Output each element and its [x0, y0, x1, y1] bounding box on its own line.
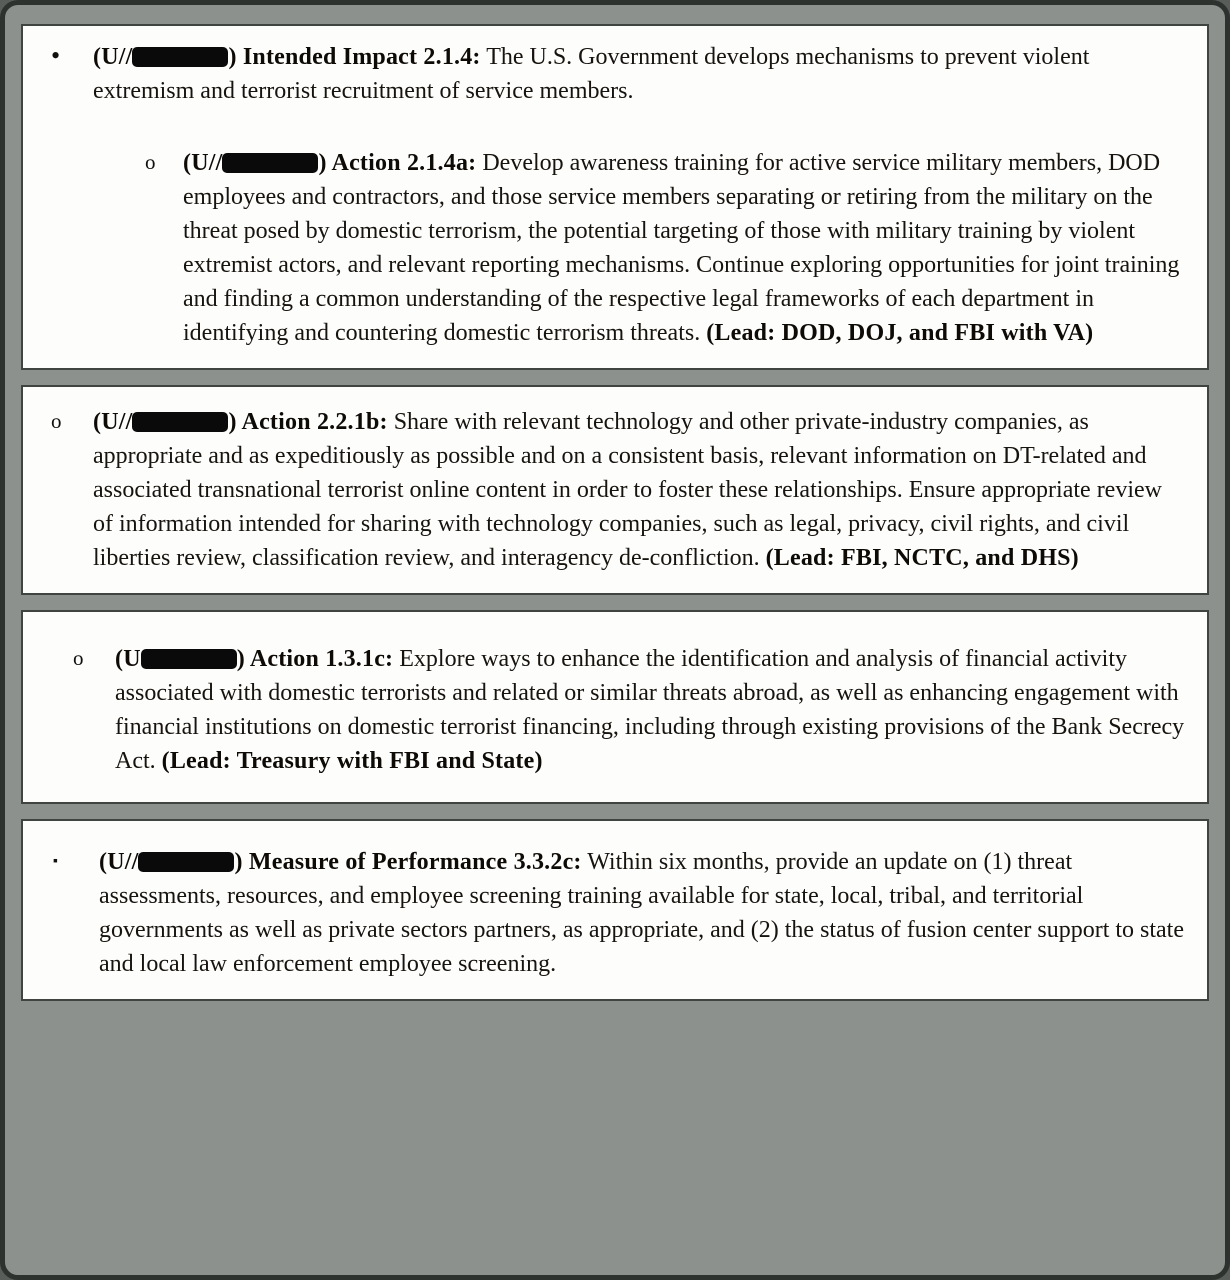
redaction-bar: [141, 649, 237, 669]
classification-marking: ): [228, 44, 243, 70]
item-text: [183, 146, 1187, 350]
item-label: Intended Impact 2.1.4:: [242, 44, 481, 70]
circle-bullet-marker: o: [51, 409, 62, 433]
item-text: [115, 642, 1187, 778]
item-label: Action 2.1.4a:: [331, 150, 477, 176]
classification-marking: (U: [115, 646, 141, 672]
classification-marking: (U//: [93, 44, 133, 70]
circle-bullet-marker: o: [73, 646, 84, 670]
list-item: [37, 845, 1187, 981]
item-body: Within six months, provide an update on (1) threat assessments, resources, and employee screening training available for state, local, tribal, and territorial governments as well as private sectors partners, as appropriate, and (2) the status of fusion center support to state and local law enforcement employee screening.: [99, 849, 1185, 977]
classification-marking: (U//: [93, 409, 133, 435]
item-body: Share with relevant technology and other private-industry companies, as appropriate and as expeditiously as possible and on a consistent basis, relevant information on DT-related and associated transnational terrorist online content in order to foster these relationships. Ensure appropriate review of information intended for sharing with technology companies, such as legal, privacy, civil rights, and civil liberties review, classification review, and interagency de-confliction.: [93, 409, 1162, 571]
item-body: Explore ways to enhance the identification and analysis of financial activity associated with domestic terrorists and related or similar threats abroad, as well as enhancing engagement with financial institutions on domestic terrorist financing, including through existing provisions of the Bank Secrecy Act.: [115, 646, 1185, 774]
redaction-bar: [132, 47, 228, 67]
list-item: [59, 642, 1187, 778]
redaction-bar: [138, 852, 234, 872]
item-body: Develop awareness training for active service military members, DOD employees and contractors, and those service members separating or retiring from the military on the threat posed by domestic terrorism, the potential targeting of those with military training by violent extremist actors, and relevant reporting mechanisms. Continue exploring opportunities for joint training and finding a common understanding of the respective legal frameworks of each department in identifying and countering domestic terrorism threats.: [183, 150, 1180, 346]
item-label: Action 1.3.1c:: [249, 646, 394, 672]
classification-marking: ): [318, 150, 332, 176]
lead-text: (Lead: DOD, DOJ, and FBI with VA): [706, 320, 1094, 346]
item-label: Measure of Performance 3.3.2c:: [248, 849, 582, 875]
item-text: [93, 405, 1187, 575]
square-bullet-marker: ▪: [53, 854, 58, 869]
bullet-marker: •: [51, 41, 61, 70]
classification-marking: (U//: [99, 849, 139, 875]
classification-marking: ): [236, 646, 250, 672]
classification-marking: (U//: [183, 150, 223, 176]
circle-bullet-marker: o: [145, 150, 156, 174]
item-label: Action 2.2.1b:: [241, 409, 388, 435]
redaction-bar: [222, 153, 318, 173]
list-item: [37, 40, 1187, 108]
lead-text: (Lead: Treasury with FBI and State): [161, 748, 543, 774]
list-item: [37, 405, 1187, 575]
item-body: The U.S. Government develops mechanisms to prevent violent extremism and terrorist recruitment of service members.: [93, 44, 1090, 104]
redaction-bar: [132, 412, 228, 432]
document-panel: [21, 24, 1209, 370]
lead-text: (Lead: FBI, NCTC, and DHS): [765, 545, 1079, 571]
item-text: [99, 845, 1187, 981]
document-panel: [21, 610, 1209, 804]
item-text: [93, 40, 1187, 108]
list-item: [141, 146, 1187, 350]
document-panel: [21, 819, 1209, 1001]
document-panel: [21, 385, 1209, 595]
classification-marking: ): [228, 409, 242, 435]
classification-marking: ): [234, 849, 249, 875]
